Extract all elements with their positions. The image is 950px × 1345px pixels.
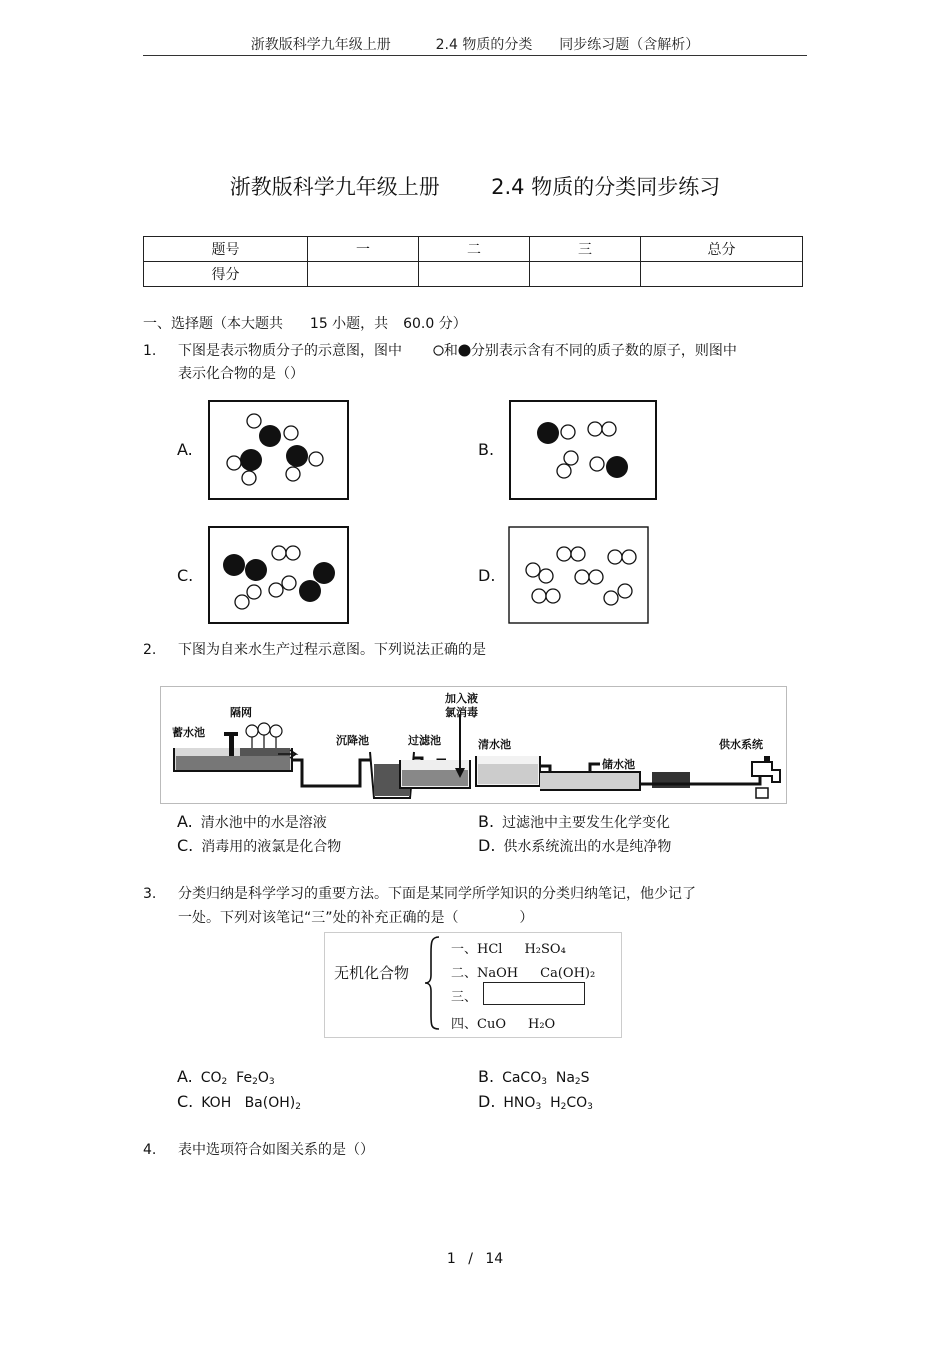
- q3-option-d[interactable]: [478, 1092, 593, 1112]
- q3-option-d-letter: D.: [478, 1092, 496, 1111]
- q1-option-a-label[interactable]: A.: [177, 440, 193, 459]
- score-cell: [530, 262, 641, 287]
- q1-option-d-label[interactable]: D.: [478, 566, 496, 585]
- q1-option-c-molecule-diagram[interactable]: [202, 520, 357, 630]
- q2-option-a-text: 清水池中的水是溶液: [200, 815, 327, 831]
- question-3-line2-a: 一处。下列对该笔记“三”处的补充正确的是（: [178, 910, 459, 926]
- formula-part: CO: [200, 1070, 222, 1086]
- formula-subscript: 2: [574, 1077, 581, 1087]
- formula-part: CO: [566, 1095, 588, 1111]
- page-footer: [143, 1251, 807, 1267]
- formula-subscript: 2: [252, 1077, 258, 1087]
- score-header-cell: 总分: [641, 237, 803, 262]
- diagram-label-settling: 沉降池: [336, 734, 369, 747]
- q3-option-b[interactable]: [478, 1067, 590, 1087]
- question-3-line2: [178, 907, 533, 930]
- section-heading: [143, 313, 467, 336]
- question-3-number: 3.: [143, 886, 157, 902]
- page-title: [143, 171, 807, 201]
- score-header-cell: 三: [530, 237, 641, 262]
- formula-subscript: 3: [587, 1102, 593, 1112]
- formula-part: KOH Ba(OH): [201, 1095, 296, 1111]
- diagram-label-chlorine-2: 氯消毒: [445, 706, 478, 719]
- footer-total: 14: [485, 1251, 504, 1267]
- question-4-number: 4.: [143, 1142, 157, 1158]
- score-table-header-row: [144, 237, 803, 262]
- diagram-label-screen: 隔网: [230, 706, 252, 719]
- brace-icon: [423, 933, 441, 1033]
- q3-option-a-letter: A.: [177, 1067, 193, 1086]
- header-rule: [143, 55, 807, 56]
- q1-option-d-molecule-diagram[interactable]: [502, 520, 657, 630]
- q2-option-d[interactable]: [478, 836, 671, 856]
- header-label: 同步练习题（含解析）: [559, 37, 700, 53]
- q2-option-c-text: 消毒用的液氯是化合物: [201, 839, 342, 855]
- note-label: 无机化合物: [334, 964, 410, 982]
- question-1-number: 1.: [143, 343, 157, 359]
- score-cell: [308, 262, 419, 287]
- note-row-2-b: Ca(OH)₂: [540, 966, 596, 981]
- question-1-line1: [178, 340, 737, 363]
- formula-part: CaCO: [502, 1070, 542, 1086]
- score-header-cell: 二: [419, 237, 530, 262]
- classification-note: [324, 932, 622, 1038]
- note-row-2-a: NaOH: [477, 966, 519, 981]
- q3-option-c[interactable]: [177, 1092, 301, 1112]
- note-row-4-a: CuO: [477, 1017, 506, 1032]
- formula-part: Fe: [227, 1070, 253, 1086]
- note-row-4: [451, 1013, 555, 1032]
- question-1-text-a: 下图是表示物质分子的示意图，图中: [178, 343, 402, 359]
- title-main: 浙教版科学九年级上册: [229, 175, 440, 199]
- score-table: [143, 236, 803, 287]
- formula-subscript: 2: [295, 1102, 301, 1112]
- question-1-line2: 表示化合物的是（）: [178, 366, 304, 382]
- q3-option-a[interactable]: [177, 1067, 275, 1087]
- note-row-2: [451, 962, 595, 981]
- diagram-label-clear: 清水池: [478, 738, 511, 751]
- section-heading-pre: 一、选择题（本大题共: [143, 316, 283, 332]
- question-2-number: 2.: [143, 642, 157, 658]
- header-section: 2.4 物质的分类: [435, 37, 533, 53]
- note-row-3-num: 三、: [451, 990, 478, 1005]
- question-3-line2-b: ）: [519, 910, 534, 926]
- note-row-1-a: HCl: [477, 942, 503, 957]
- running-header: [143, 34, 807, 54]
- diagram-label-supply: 供水系统: [719, 738, 763, 751]
- note-row-2-num: 二、: [451, 966, 478, 981]
- q3-option-c-letter: C.: [177, 1092, 194, 1111]
- note-row-4-b: H₂O: [528, 1017, 556, 1032]
- q3-option-b-letter: B.: [478, 1067, 495, 1086]
- q2-option-a[interactable]: [177, 812, 327, 832]
- note-blank-box: [483, 982, 585, 1005]
- diagram-label-reservoir: 蓄水池: [172, 726, 205, 739]
- q1-option-b-molecule-diagram[interactable]: [502, 394, 662, 508]
- formula-subscript: 3: [268, 1077, 275, 1087]
- score-header-cell: 一: [308, 237, 419, 262]
- white-atom-icon: [433, 345, 444, 356]
- q2-option-b-letter: B.: [478, 812, 495, 831]
- title-section: 2.4 物质的分类同步练习: [491, 175, 721, 199]
- formula-part: HNO: [503, 1095, 536, 1111]
- score-cell: [419, 262, 530, 287]
- score-cell: [641, 262, 803, 287]
- note-row-4-num: 四、: [451, 1017, 478, 1032]
- q1-option-a-molecule-diagram[interactable]: [202, 394, 354, 508]
- q2-option-d-text: 供水系统流出的水是纯净物: [503, 839, 672, 855]
- note-row-1-b: H₂SO₄: [524, 942, 566, 957]
- formula-part: O: [257, 1070, 269, 1086]
- q2-option-b[interactable]: [478, 812, 670, 832]
- score-header-cell: 题号: [144, 237, 308, 262]
- footer-sep: /: [468, 1251, 473, 1267]
- q2-option-a-letter: A.: [177, 812, 193, 831]
- note-row-1: [451, 938, 566, 957]
- water-treatment-diagram: [160, 686, 787, 804]
- score-row-label: 得分: [144, 262, 308, 287]
- section-heading-points: 60.0 分）: [403, 316, 467, 332]
- formula-subscript: 2: [560, 1102, 567, 1112]
- diagram-label-chlorine-1: 加入液: [445, 692, 478, 705]
- section-heading-count: 15 小题，共: [309, 316, 389, 332]
- formula-part: S: [580, 1070, 590, 1086]
- note-row-1-num: 一、: [451, 942, 478, 957]
- score-table-score-row: [144, 262, 803, 287]
- black-atom-icon: [458, 344, 471, 357]
- formula-subscript: 3: [541, 1077, 547, 1087]
- q2-option-b-text: 过滤池中主要发生化学变化: [502, 815, 671, 831]
- q1-option-b-label[interactable]: B.: [478, 440, 495, 459]
- formula-subscript: 3: [535, 1102, 542, 1112]
- diagram-label-filter: 过滤池: [408, 734, 441, 747]
- formula-part: Na: [546, 1070, 575, 1086]
- question-3-line1: 分类归纳是科学学习的重要方法。下面是某同学所学知识的分类归纳笔记，他少记了: [178, 886, 696, 902]
- question-1-text-b: 分别表示含有不同的质子数的原子，则图中: [470, 343, 737, 359]
- q1-option-c-label[interactable]: C.: [177, 566, 194, 585]
- diagram-label-storage: 储水池: [602, 758, 635, 771]
- q2-option-d-letter: D.: [478, 836, 496, 855]
- question-4-text: 表中选项符合如图关系的是（）: [178, 1142, 374, 1158]
- question-1-and: 和: [443, 343, 458, 359]
- formula-part: H: [541, 1095, 561, 1111]
- formula-subscript: 2: [221, 1077, 228, 1087]
- question-2-text: 下图为自来水生产过程示意图。下列说法正确的是: [178, 642, 486, 658]
- q2-option-c-letter: C.: [177, 836, 194, 855]
- note-row-3: [451, 986, 477, 1005]
- q2-option-c[interactable]: [177, 836, 341, 856]
- header-subject: 浙教版科学九年级上册: [250, 37, 391, 53]
- footer-page: 1: [446, 1251, 456, 1267]
